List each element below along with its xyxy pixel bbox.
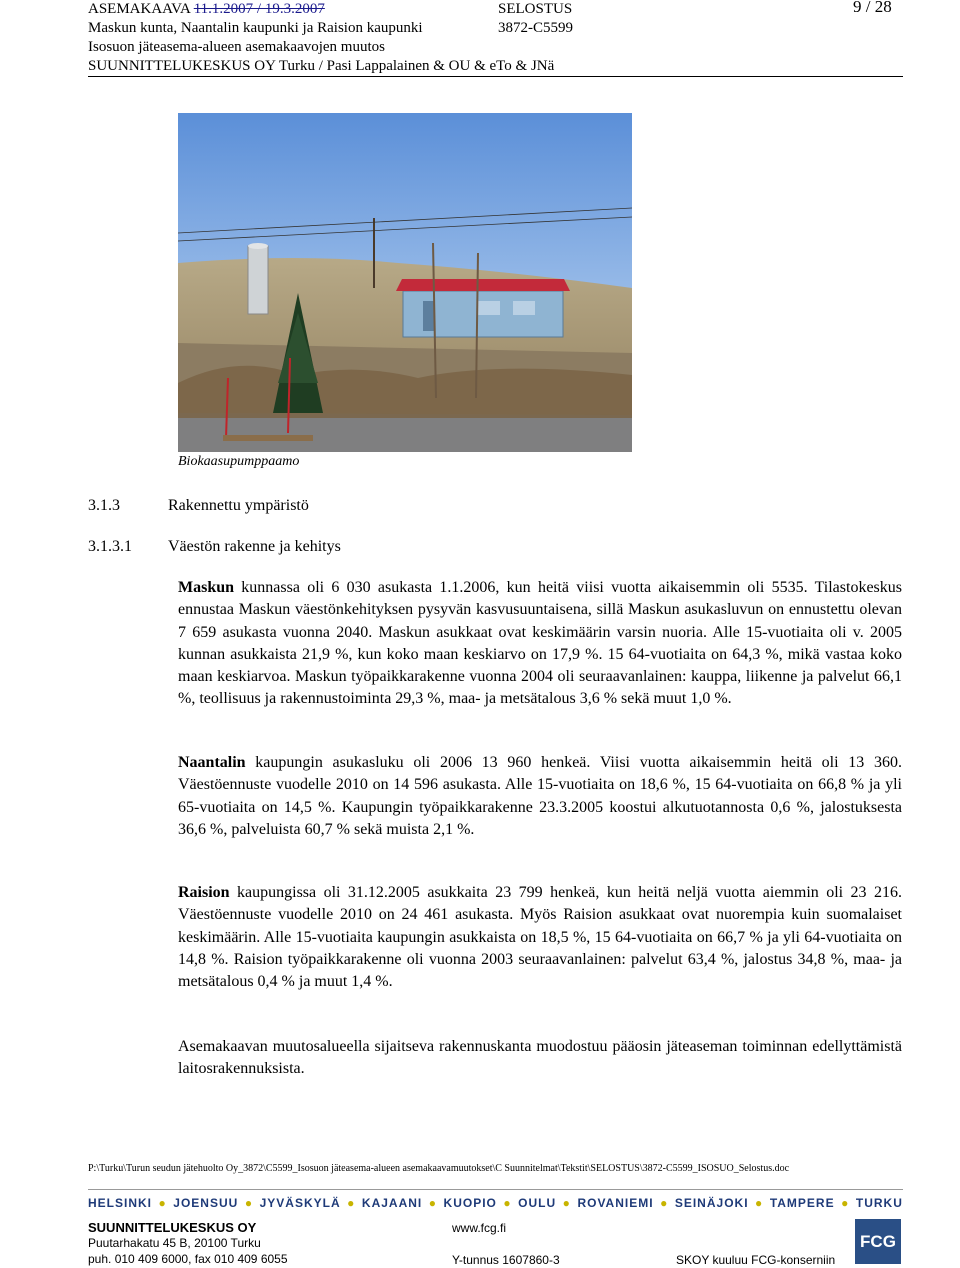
section-number: 3.1.3 — [88, 497, 120, 514]
section-heading-population — [88, 538, 341, 556]
paragraph-text-masku: kunnassa oli 6 030 asukasta 1.1.2006, kun heitä viisi vuotta aikaisemmin oli 5535. Tilastokeskus ennustaa Maskun väestönkehityksen pysyvän kasvusuuntaisena, sillä Maskun asukasluvun on ennustettu olevan 7 659 asukasta vuonna 2040. Maskun asukkaat ovat keskimäärin varsin nuoria. Alle 15-vuotiaita oli v. 2005 kunnan asukkaista 21,9 %, kun koko maan keskiarvo on 17,9 %. 15 64-vuotiaita on 64,3 %, mikä vastaa koko maan keskiarvoa. Maskun työpaikkarakenne vuonna 2004 oli seuraavanlainen: kauppa, liikenne ja palvelut 66,1 %, teollisuus ja rakennustoiminta 29,3 %, maa- ja metsätalous 3,6 % sekä muut 1,0 %. — [178, 579, 902, 708]
photo-caption: Biokaasupumppaamo — [178, 454, 300, 469]
fcg-logo: FCG — [855, 1219, 901, 1264]
paragraph-lead-masku: Maskun — [178, 579, 235, 596]
footer-website-link[interactable]: www.fcg.fi — [452, 1221, 507, 1235]
header-selostus: SELOSTUS — [498, 1, 573, 17]
paragraph-naantali — [178, 752, 902, 841]
office-city: SEINÄJOKI — [674, 1196, 749, 1210]
header-rule — [88, 76, 903, 77]
paragraph-lead-raisio: Raision — [178, 884, 230, 901]
header-project-title: Isosuon jäteasema-alueen asemakaavojen muutos — [88, 39, 385, 55]
city-separator-icon: ● — [841, 1196, 850, 1210]
office-city: ROVANIEMI — [577, 1196, 654, 1210]
header-project-code: 3872-C5599 — [498, 20, 573, 36]
footer-office-cities — [88, 1196, 903, 1210]
paragraph-text-naantali: kaupungin asukasluku oli 2006 13 960 henkeä. Viisi vuotta aikaisemmin heitä oli 13 360. Väestöennuste vuodelle 2010 on 14 596 asukasta. Alle 15-vuotiaita on 18,6 %, 15 64-vuotiaita on 66,8 % ja yli 65-vuotiaita on 14,5 %. Kaupungin työpaikkarakenne 23.3.2005 koostui alkutuotannosta 0,6 %, jalostuksesta 36,6 %, palveluista 60,7 % sekä muista 2,1 %. — [178, 754, 902, 838]
paragraph-building-stock: Asemakaavan muutosalueella sijaitseva rakennuskanta muodostuu pääosin jäteaseman toiminnan edellyttämistä laitosrakennuksista. — [178, 1038, 902, 1078]
city-separator-icon: ● — [503, 1196, 512, 1210]
section-number: 3.1.3.1 — [88, 538, 132, 555]
office-city: OULU — [518, 1196, 557, 1210]
footer-file-path: P:\Turku\Turun seudun jätehuolto Oy_3872\C5599_Isosuon jäteasema-alueen asemakaavamuutokset\C Suunnitelmat\Tekstit\SELOSTUS\3872-C5599_ISOSUO_Selostus.doc — [88, 1163, 790, 1174]
header-dates: 11.1.2007 / 19.3.2007 — [193, 1, 325, 17]
paragraph-text-raisio: kaupungissa oli 31.12.2005 asukkaita 23 799 henkeä, kun heitä neljä vuotta aiemmin oli 23 216. Väestöennuste vuodelle 2010 on 24 461 asukasta. Myös Raision asukkaat ovat nuorempia kuin suomalaiset keskimäärin. Alle 15-vuotiaita kaupungin asukkaista on 18,5 %, 15 64-vuotiaita on 66,7 % ja yli 64-vuotiaita on 14,8 %. Raision työpaikkarakenne oli vuonna 2003 seuraavanlainen: palvelut 63,4 %, jalostus 34,8 %, maa- ja metsätalous 0,4 % ja muut 1,4 %. — [178, 884, 902, 991]
section-heading-built-environment — [88, 497, 309, 515]
section-title: Rakennettu ympäristö — [168, 497, 309, 514]
paragraph-raisio — [178, 882, 902, 993]
photo-biogas-pumping-station — [178, 113, 632, 452]
header-doc-type: ASEMAKAAVA — [88, 1, 194, 17]
section-title: Väestön rakenne ja kehitys — [168, 538, 341, 555]
city-separator-icon: ● — [660, 1196, 669, 1210]
city-separator-icon: ● — [158, 1196, 167, 1210]
city-separator-icon: ● — [562, 1196, 571, 1210]
city-separator-icon: ● — [347, 1196, 356, 1210]
office-city: TAMPERE — [769, 1196, 835, 1210]
header-authors: SUUNNITTELUKESKUS OY Turku / Pasi Lappalainen & OU & eTo & JNä — [88, 58, 555, 74]
office-city: TURKU — [855, 1196, 903, 1210]
city-separator-icon: ● — [244, 1196, 254, 1210]
photo-illustration — [178, 113, 632, 452]
city-separator-icon: ● — [755, 1196, 764, 1210]
page-number: 9 / 28 — [853, 0, 892, 16]
footer-rule — [88, 1189, 903, 1190]
office-city: HELSINKI — [88, 1196, 153, 1210]
city-separator-icon: ● — [428, 1196, 438, 1210]
footer-phone: puh. 010 409 6000, fax 010 409 6055 — [88, 1252, 288, 1266]
footer-company: SUUNNITTELUKESKUS OY — [88, 1220, 257, 1235]
office-city: JOENSUU — [173, 1196, 239, 1210]
paragraph-lead-naantali: Naantalin — [178, 754, 246, 771]
header-line-1 — [88, 0, 325, 18]
footer-membership: SKOY kuuluu FCG-konserniin — [676, 1253, 836, 1267]
office-city: JYVÄSKYLÄ — [259, 1196, 341, 1210]
footer-address: Puutarhakatu 45 B, 20100 Turku — [88, 1236, 261, 1250]
header-municipalities: Maskun kunta, Naantalin kaupunki ja Raision kaupunki — [88, 20, 423, 36]
office-city: KAJAANI — [361, 1196, 423, 1210]
footer-business-id: Y-tunnus 1607860-3 — [452, 1253, 560, 1267]
paragraph-masku — [178, 577, 902, 711]
office-city: KUOPIO — [443, 1196, 497, 1210]
